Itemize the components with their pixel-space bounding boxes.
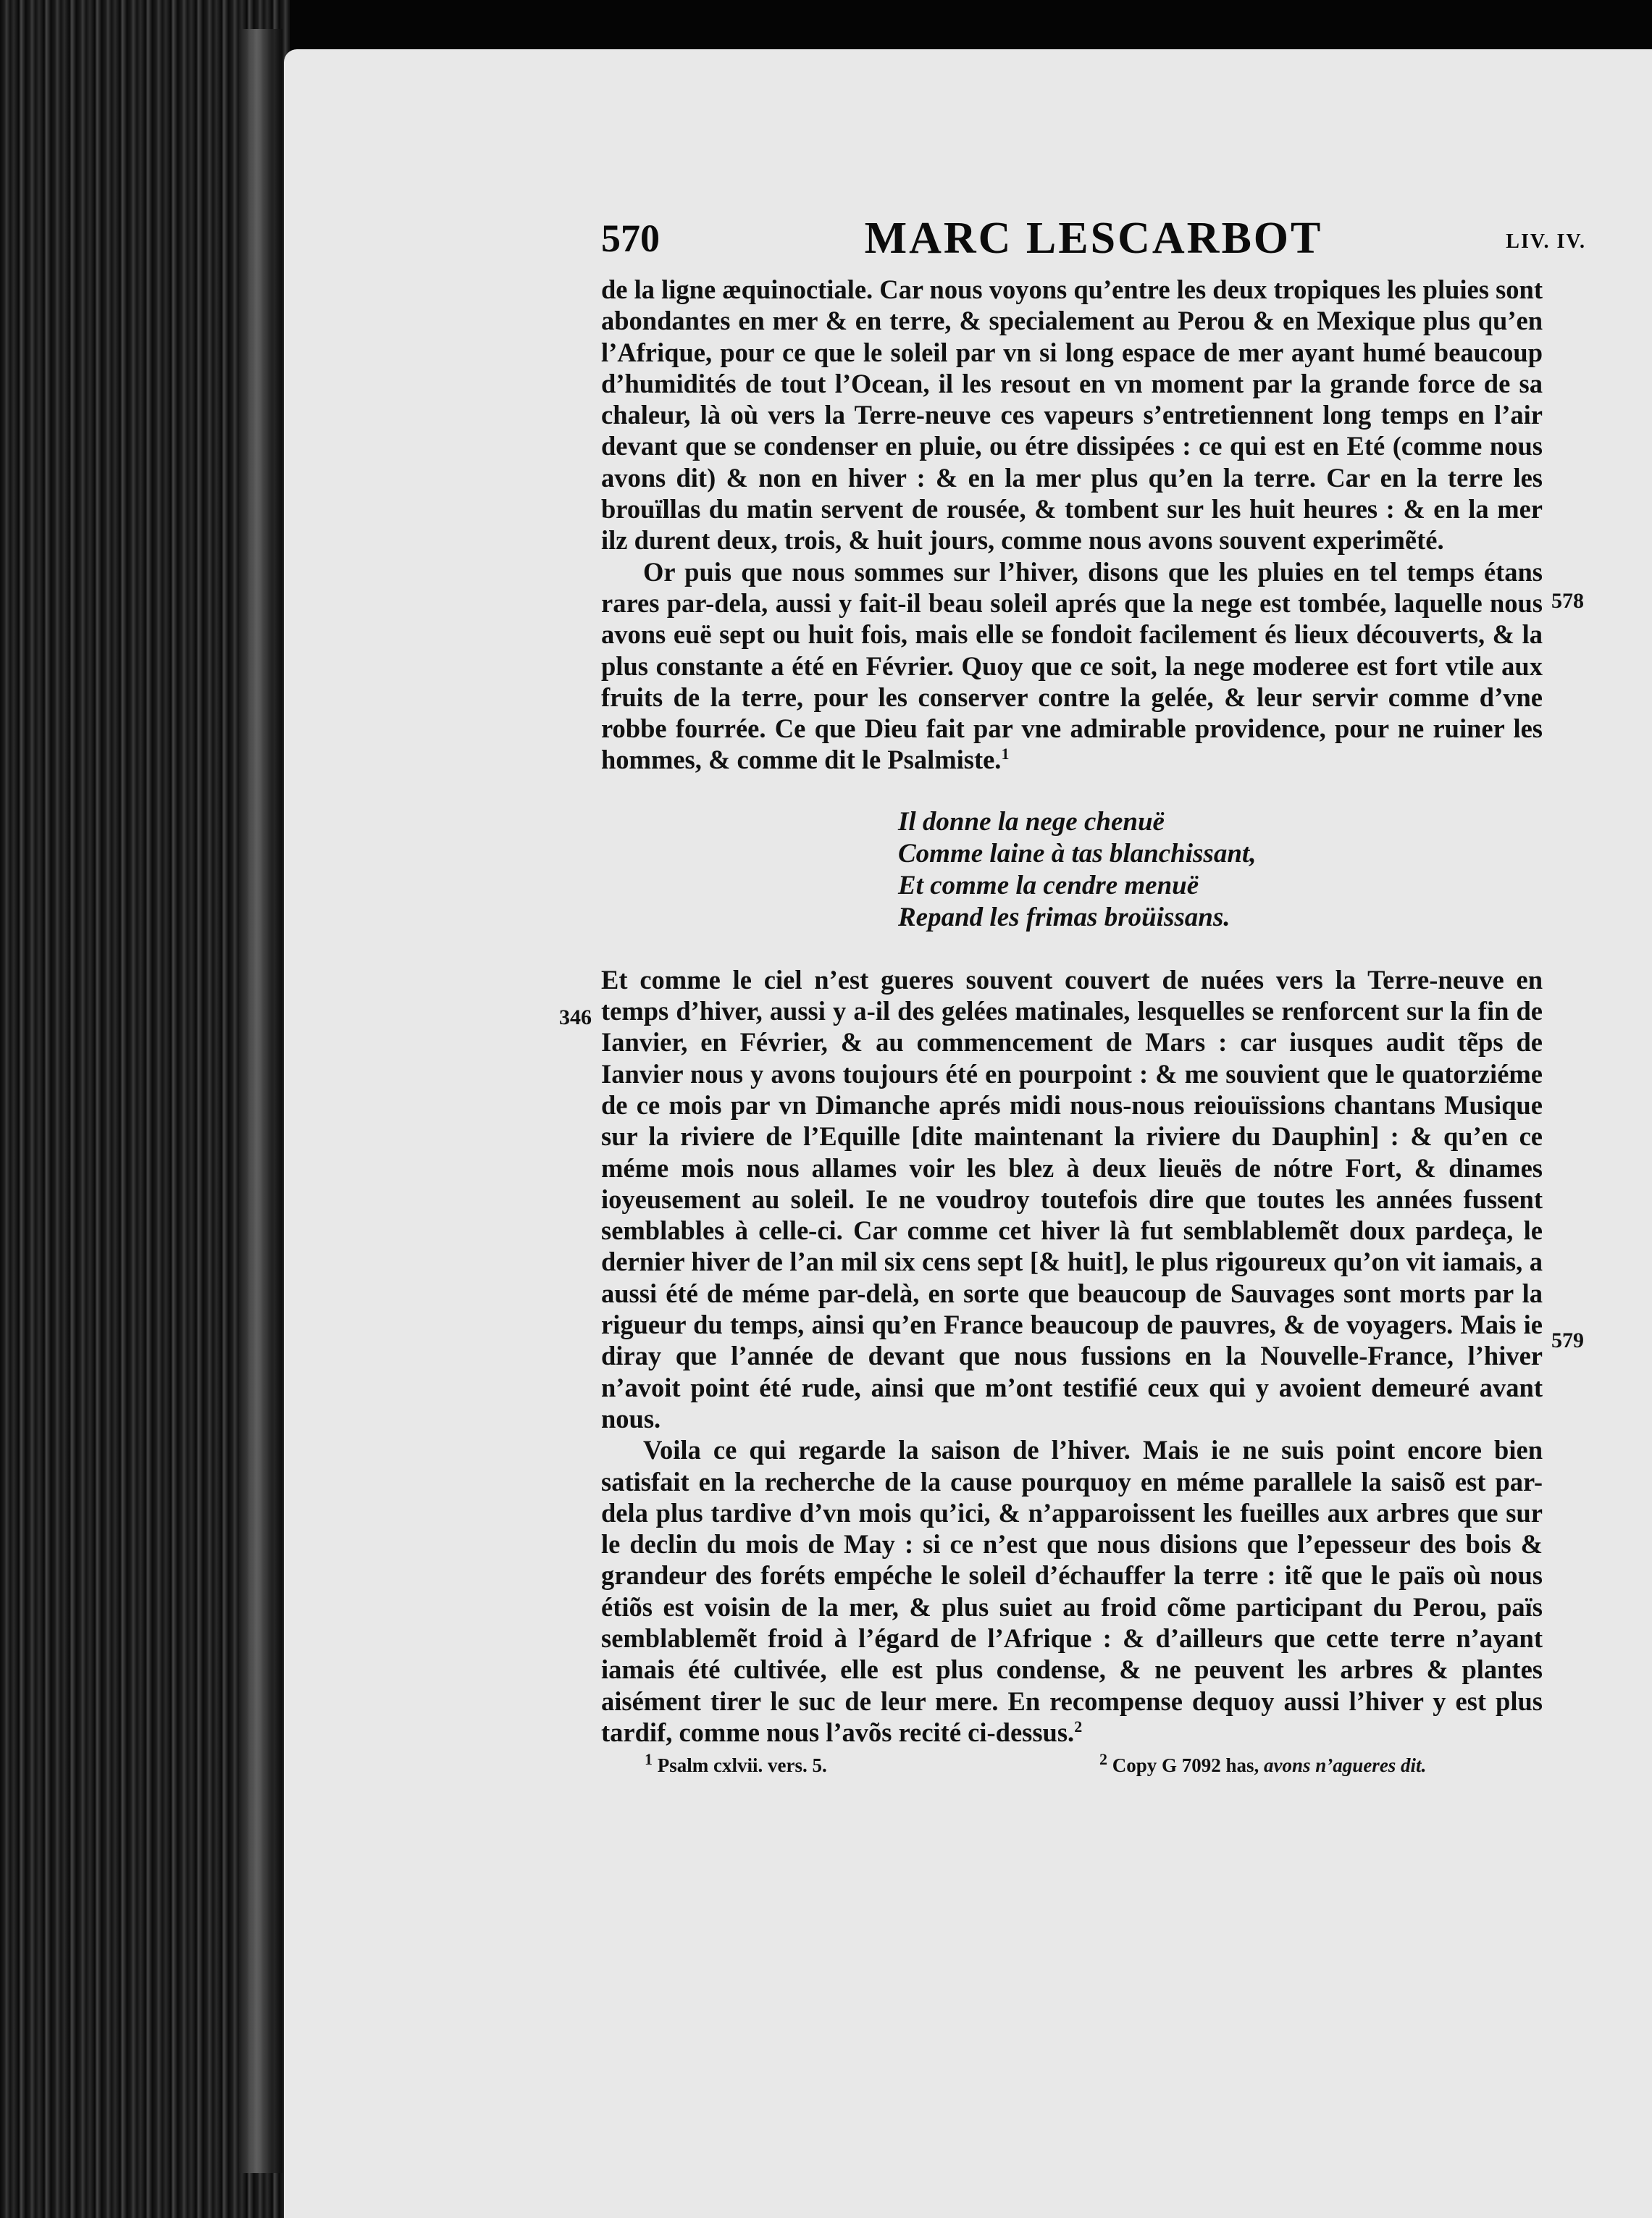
verse-line-1: Il donne la nege chenuë: [898, 806, 1165, 837]
margin-number-346: 346: [559, 1005, 592, 1029]
footnote-ref-2: 2: [1074, 1717, 1083, 1736]
book-reference: LIV. IV.: [1506, 230, 1586, 253]
paragraph-1-text: de la ligne æquinoctiale. Car nous voyons qu’entre les deux tropiques les pluies sont abondantes en mer & en terre, & specialement au Perou & en Mexique plus qu’en l’Afrique, pour ce que le soleil par vn si long espace de mer ayant humé beaucoup d’humidités de tout l’Ocean, il les resout en vn moment par la grande force de sa chaleur, là où vers la Terre-neuve ces vapeurs s’entretiennent long temps en l’air devant que se condenser en pluie, ou étre dissipées : ce qui est en Eté (comme nous avons dit) & non en hiver : & en la mer plus qu’en la terre. Car en la terre les brouïllas du matin servent de rousée, & tombent sur les huit heures : & en la mer ilz durent deux, trois, & huit jours, comme nous avons souvent experimẽté.: [601, 275, 1543, 556]
footnote-2-mark: 2: [1099, 1750, 1107, 1768]
footnote-2-text: Copy G 7092 has,: [1112, 1754, 1259, 1776]
paragraph-2: [601, 556, 1543, 776]
verse-line-2: Comme laine à tas blanchissant,: [898, 838, 1257, 869]
footnote-1-text: Psalm cxlvii. vers. 5.: [657, 1754, 827, 1776]
verse-line-4: Repand les frimas broüissans.: [898, 902, 1230, 932]
paragraph-2-text: Or puis que nous sommes sur l’hiver, disons que les pluies en tel temps étans rares par-dela, aussi y fait-il beau soleil aprés que la nege est tombée, laquelle nous avons euë sept ou huit fois, mais elle se fondoit facilement és lieux découverts, & la plus constante a été en Février. Quoy que ce soit, la nege moderee est fort vtile aux fruits de la terre, pour les conserver contre la gelée, & leur servir comme d’vne robbe fourrée. Ce que Dieu fait par vne admirable providence, pour ne ruiner les hommes, & comme dit le Psalmiste.: [601, 556, 1543, 775]
page-edges: [239, 29, 282, 2173]
running-title: MARC LESCARBOT: [864, 214, 1323, 263]
footnote-2: [1099, 1750, 1427, 1777]
margin-number-578: 578: [1551, 589, 1584, 613]
footnote-1: [645, 1750, 827, 1777]
paragraph-4: [601, 1434, 1543, 1748]
paragraph-3-text: Et comme le ciel n’est gueres souvent couvert de nuées vers la Terre-neuve en temps d’hiver, aussi y a-il des gelées matinales, lesquelles se renforcent sur la fin de Ianvier, en Février, & au commencement de Mars : car iusques audit tẽps de Ianvier nous y avons toujours été en pourpoint : & me souvient que le quatorziéme de ce mois par vn Dimanche aprés midi nous-nous reiouïssions chantans Musique sur la riviere de l’Equille [dite maintenant la riviere du Dauphin] : & qu’en ce méme mois nous allames voir les blez à deux lieuës de nótre Fort, & dinames ioyeusement au soleil. Ie ne voudroy toutefois dire que toutes les années fussent semblables à celle-ci. Car comme cet hiver là fut semblablemẽt doux pardeça, le dernier hiver de l’an mil six cens sept [& huit], le plus rigoureux qu’on vit iamais, a aussi été de méme par-delà, en sorte que beaucoup de Sauvages sont morts par la rigueur du temps, ainsi qu’en France beaucoup de pauvres, & de voyagers. Mais ie diray que l’année de devant que nous fussions en la Nouvelle-France, l’hiver n’avoit point été rude, ainsi que m’ont testifié ceux qui y avoient demeuré avant nous.: [601, 964, 1543, 1434]
page-number: 570: [601, 217, 660, 260]
paragraph-3: [601, 964, 1543, 1434]
footnote-2-italic: avons n’agueres dit.: [1264, 1754, 1427, 1776]
footnote-1-mark: 1: [645, 1750, 653, 1768]
paragraph-4-text: Voila ce qui regarde la saison de l’hiver. Mais ie ne suis point encore bien satisfait en la recherche de la cause pourquoy en méme parallele la saisõ est par-dela plus tardive d’vn mois qu’ici, & n’apparoissent les fueilles aux arbres que sur le declin du mois de May : si ce n’est que nous disions que l’epesseur des bois & grandeur des foréts empéche le soleil d’échauffer la terre : itẽ que le païs où nous étiõs est voisin de la mer, & plus suiet au froid cõme participant du Perou, païs semblablemẽt froid à l’égard de l’Afrique : & d’ailleurs que cette terre n’ayant iamais été cultivée, elle est plus condense, & ne peuvent les arbres & plantes aisément tirer le suc de leur mere. En recompense dequoy aussi l’hiver y est plus tardif, comme nous l’avõs recité ci-dessus.: [601, 1435, 1543, 1747]
body-text: [601, 274, 1543, 1748]
page-header: [601, 209, 1586, 274]
footnotes: [601, 1750, 1543, 1783]
paragraph-1: [601, 274, 1543, 556]
margin-number-579: 579: [1551, 1328, 1584, 1352]
verse-line-3: Et comme la cendre menuë: [898, 870, 1199, 900]
footnote-ref-1: 1: [1001, 745, 1010, 763]
psalm-verse: [898, 806, 1543, 934]
